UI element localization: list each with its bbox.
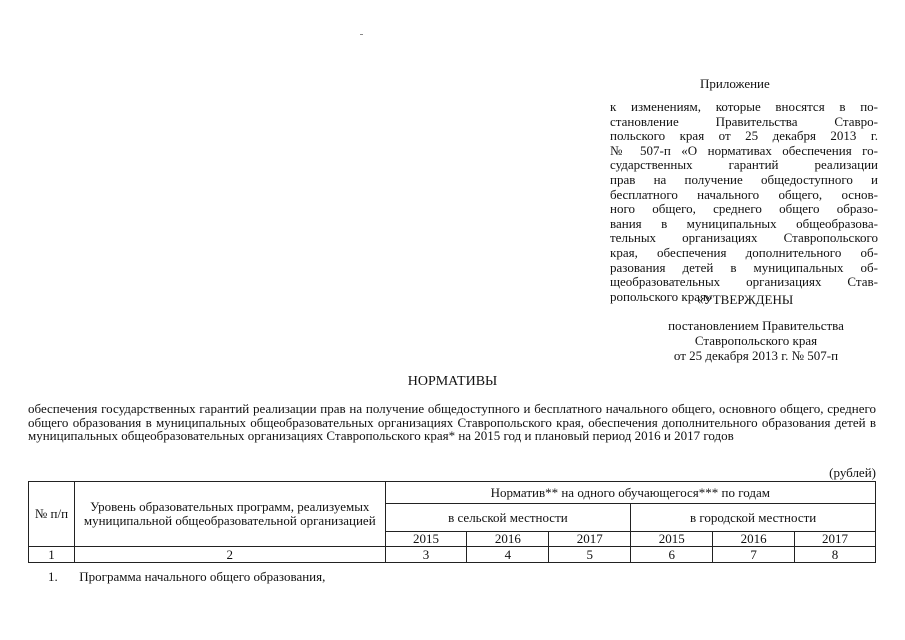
appendix-line: ропольского края» — [610, 288, 713, 304]
approved-text — [640, 318, 872, 363]
unit-label: (рублей) — [829, 465, 876, 480]
appendix-line: к изменениям, которые вносятся в по- — [610, 99, 878, 114]
header-rural: в сельской местности — [385, 504, 631, 532]
index-cell: 6 — [631, 547, 713, 563]
appendix-line: польского края от 25 декабря 2013 г. — [610, 128, 878, 144]
approved-line: Ставропольского края — [694, 333, 818, 348]
header-num: № п/п — [29, 482, 75, 547]
header-year: 2017 — [795, 532, 876, 547]
appendix-line: прав на получение общедоступного и — [610, 171, 878, 187]
header-norm: Норматив** на одного обучающегося*** по годам — [385, 482, 875, 504]
header-year: 2016 — [713, 532, 795, 547]
appendix-line: щеобразовательных организациях Став- — [610, 274, 878, 290]
appendix-line: становление Правительства Ставро- — [610, 113, 878, 129]
approved-title: «УТВЕРЖДЕНЫ — [697, 292, 794, 307]
header-year: 2015 — [631, 532, 713, 547]
index-cell: 3 — [385, 547, 467, 563]
header-urban: в городской местности — [631, 504, 876, 532]
scan-mark — [360, 34, 363, 35]
appendix-line: ного общего, среднего общего образо- — [610, 201, 878, 217]
appendix-line: сударственных гарантий реализации — [610, 157, 878, 173]
norms-table — [28, 481, 876, 563]
appendix-line: разования детей в муниципальных об- — [610, 259, 878, 275]
row-number: 1. — [48, 569, 58, 584]
table-row — [48, 569, 325, 585]
appendix-line: края, обеспечения дополнительного об- — [610, 244, 878, 260]
index-cell: 5 — [549, 547, 631, 563]
header-year: 2016 — [467, 532, 549, 547]
header-year: 2017 — [549, 532, 631, 547]
appendix-line: вания в муниципальных общеобразова- — [610, 215, 878, 231]
appendix-line: № 507-п «О нормативах обеспечения го- — [610, 142, 878, 158]
header-year: 2015 — [385, 532, 467, 547]
index-cell: 2 — [74, 547, 385, 563]
document-title: НОРМАТИВЫ — [407, 374, 498, 389]
header-level: Уровень образовательных программ, реализуемых муниципальной общеобразовательной организацией — [74, 482, 385, 547]
index-cell: 8 — [795, 547, 876, 563]
row-label: Программа начального общего образования, — [79, 569, 326, 584]
approved-line: от 25 декабря 2013 г. № 507-п — [673, 348, 839, 363]
appendix-title: Приложение — [700, 76, 770, 91]
appendix-line: бесплатного начального общего, основ- — [610, 186, 878, 202]
index-cell: 1 — [29, 547, 75, 563]
index-cell: 4 — [467, 547, 549, 563]
index-cell: 7 — [713, 547, 795, 563]
approved-line: постановлением Правительства — [668, 318, 844, 333]
appendix-text — [610, 100, 878, 304]
appendix-line: тельных организациях Ставропольского — [610, 230, 878, 246]
document-subtitle: обеспечения государственных гарантий реализации прав на получение общедоступного и бесплатного начального общего, основного общего, среднего общего образования в муниципальных общеобразовательных организациях Ставропольского края, обеспечения дополнительного образования детей в муниципальных общеобразовательных организациях Ставропольского края* на 2015 год и плановый период 2016 и 2017 годов — [28, 401, 876, 443]
